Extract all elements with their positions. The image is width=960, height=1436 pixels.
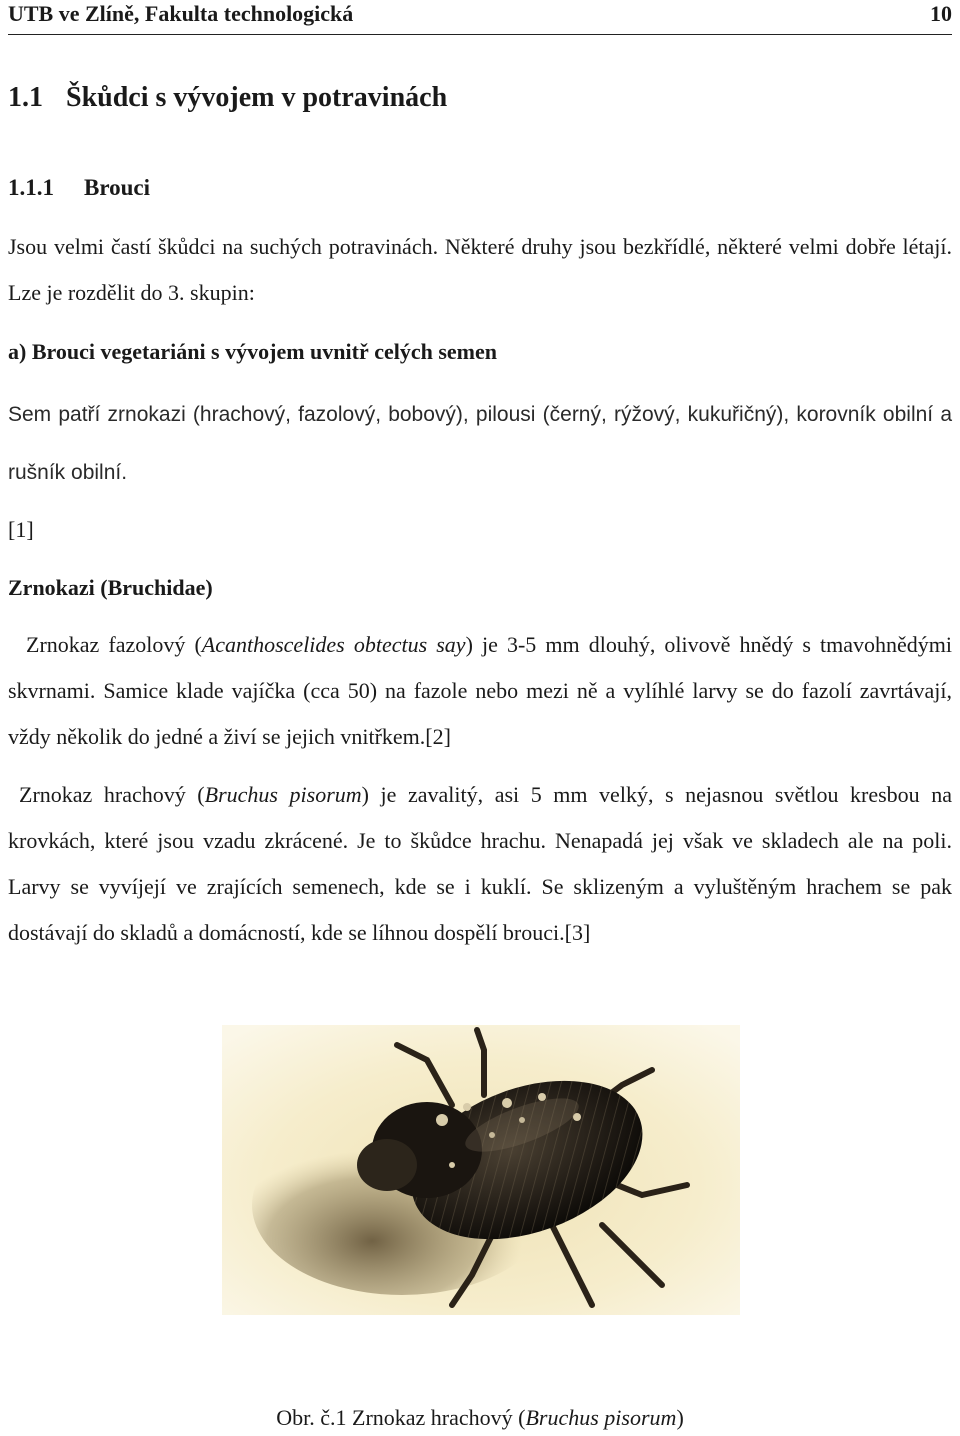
page-header [8,0,952,35]
zrnokazi-heading: Zrnokazi (Bruchidae) [8,575,213,600]
subsection-title: Brouci [84,175,151,200]
fazolovy-latin: Acanthoscelides obtectus say [201,632,466,657]
hrachovy-latin: Bruchus pisorum [204,782,362,807]
caption-latin: Bruchus pisorum [525,1405,677,1430]
group-a-heading: a) Brouci vegetariáni s vývojem uvnitř celých semen [8,339,498,364]
fazolovy-text: ) je 3-5 mm dlouhý, olivově hnědý s tmavohnědými skvrnami. Samice klade vajíčka (cca 50) na fazole nebo mezi ně a vylíhlé larvy se do fazolí zavrtávají, vždy několik do jedné a živí se jejich vnitřkem.[2] [8,632,952,749]
hrachovy-text: ) je zavalitý, asi 5 mm velký, s nejasnou světlou kresbou na krovkách, které jsou vzadu zkrácené. Je to škůdce hrachu. Nenapadá jej však ve skladech ale na poli. Larvy se vyvíjejí ve zrajících semenech, kde se i kuklí. Se sklizeným a vyluštěným hrachem se pak dostávají do skladů a domácností, kde se líhnou dospělí brouci.[3] [8,782,953,945]
fazolovy-paragraph [8,622,952,760]
section-title: Škůdci s vývojem v potravinách [66,82,448,113]
figure-caption [0,1402,960,1434]
group-a-paragraph: Sem patří zrnokazi (hrachový, fazolový, bobový), pilousi (černý, rýžový, kukuřičný), korovník obilní a rušník obilní. [8,403,952,484]
caption-suffix: ) [676,1405,684,1430]
caption-prefix: Obr. č.1 Zrnokaz hrachový ( [276,1405,526,1430]
hrachovy-name: Zrnokaz hrachový ( [19,782,205,807]
fazolovy-name: Zrnokaz fazolový ( [26,632,202,657]
header-title: UTB ve Zlíně, Fakulta technologická [8,1,354,26]
section-heading [8,80,447,116]
subsection-heading [8,172,150,204]
page-number: 10 [930,1,952,26]
hrachovy-paragraph [8,772,952,956]
beetle-illustration [222,1025,740,1315]
reference-1: [1] [8,517,34,542]
beetle-photo [222,1025,740,1315]
intro-paragraph: Jsou velmi častí škůdci na suchých potravinách. Některé druhy jsou bezkřídlé, některé velmi dobře létají. Lze je rozdělit do 3. skupin: [8,234,952,305]
section-number: 1.1 [8,82,43,113]
subsection-number: 1.1.1 [8,175,54,200]
